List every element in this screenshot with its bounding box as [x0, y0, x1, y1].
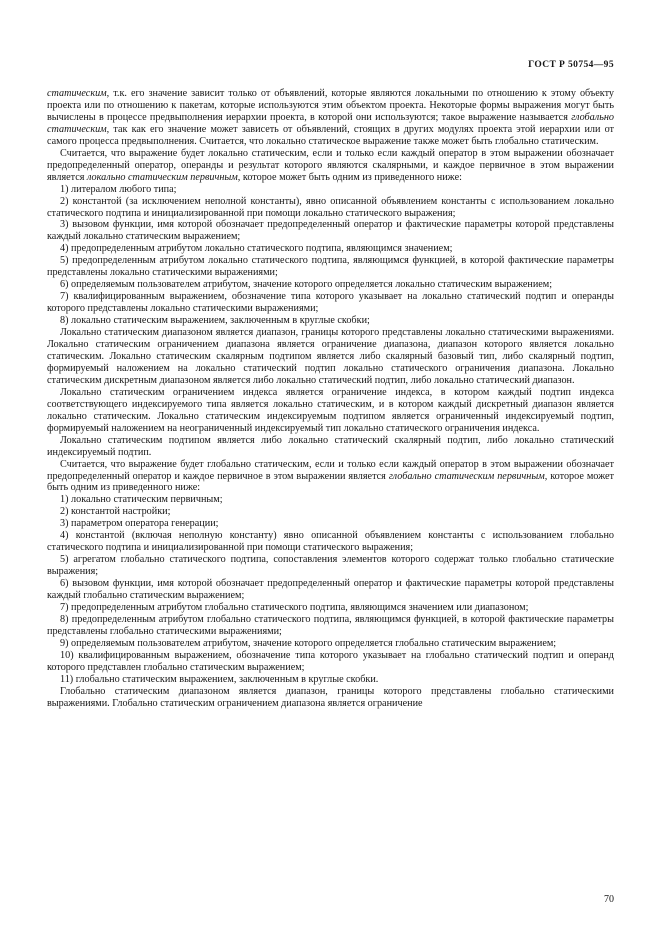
paragraph-text: так как его значение может зависеть от объявлений, стоящих в других модулях проекта этой иерархии или от самого процесса предвыполнения. Считается, что локально статическое выражение также может быть глобально статическим. [47, 123, 614, 147]
paragraph [47, 518, 614, 530]
paragraph-text: 11) глобально статическим выражением, заключенным в круглые скобки. [60, 673, 379, 685]
paragraph-text: которое может быть одним из приведенного ниже: [240, 171, 462, 183]
paragraph [47, 530, 614, 554]
body-text [47, 88, 614, 710]
paragraph-text: Считается, что выражение будет глобально статическим, если и только если каждый оператор в этом выражении обозначает предопределенный оператор и каждое первичное в этом выражении является [47, 458, 614, 482]
paragraph [47, 279, 614, 291]
paragraph-text: Локально статическим ограничением индекса является ограничение индекса, в котором каждый подтип индекса соответствующего индексируемого типа является локально статическим, и в котором каждый дискретный диапазон является локально статическим. Локально статическим индексируемым подтипом является ограниченный индексируемый подтип, формируемый наложением на неограниченный индексируемый тип локально статического ограничения индекса. [47, 386, 614, 434]
paragraph-text: 5) агрегатом глобально статического подтипа, сопоставления элементов которого содержат только глобально статические выражения; [47, 554, 614, 578]
paragraph-text: 4) предопределенным атрибутом локально статического подтипа, являющимся значением; [60, 243, 453, 255]
paragraph-text: Глобально статическим диапазоном является диапазон, границы которого представлены глобально статическими выражениями. Глобально статическим ограничением диапазона является ограничение [47, 685, 614, 709]
paragraph [47, 184, 614, 196]
paragraph [47, 686, 614, 710]
paragraph [47, 315, 614, 327]
paragraph-text: 3) параметром оператора генерации; [60, 518, 219, 530]
paragraph [47, 327, 614, 387]
paragraph [47, 554, 614, 578]
standard-header: ГОСТ Р 50754—95 [528, 60, 614, 70]
paragraph-text: 5) предопределенным атрибутом локально статического подтипа, являющимся функцией, в которой фактические параметры представлены локально статическими выражениями; [47, 255, 614, 279]
paragraph [47, 638, 614, 650]
paragraph-text: 2) константой (за исключением неполной константы), явно описанной объявлением константы с использованием локально статического подтипа и инициализированной при помощи локально статического выражения; [47, 195, 614, 219]
paragraph [47, 650, 614, 674]
paragraph [47, 578, 614, 602]
paragraph [47, 494, 614, 506]
paragraph-text: 1) литералом любого типа; [60, 183, 177, 195]
paragraph [47, 435, 614, 459]
paragraph-text: Локально статическим подтипом является либо локально статический скалярный подтип, либо локально статический индексируемый подтип. [47, 434, 614, 458]
paragraph-text: 3) вызовом функции, имя которой обозначает предопределенный оператор и фактические параметры которой представлены каждый локально статическим выражением; [47, 219, 614, 243]
paragraph [47, 506, 614, 518]
italic-term: локально статическим первичным, [86, 171, 241, 183]
paragraph [47, 459, 614, 495]
paragraph-text: Считается, что выражение будет локально статическим, если и только если каждый оператор в этом выражении обозначает предопределенный оператор, операнды и результат которого являются скалярными, и каждое первичное в этом выражении является [47, 147, 614, 183]
paragraph [47, 196, 614, 220]
paragraph-text: Локально статическим диапазоном является диапазон, границы которого представлены локально статическими выражениями. Локально статическим ограничением диапазона является ограничение диапазона, диапазон которого является локально статическим. Локально статическим скалярным подтипом является либо скалярный базовый тип, либо скалярный подтип, формируемый наложением на локально статический подтип локально статического ограничения диапазона. Локально статическим дискретным диапазоном является либо локально статический подтип, либо локально статический диапазон. [47, 327, 614, 386]
paragraph [47, 614, 614, 638]
paragraph-text: 2) константой настройки; [60, 506, 171, 518]
page-number: 70 [604, 894, 614, 905]
paragraph-text: 4) константой (включая неполную константу) явно описанной объявлением константы с использованием глобально статического подтипа и инициализированной при помощи статического выражения; [47, 530, 614, 554]
paragraph-text: 10) квалифицированным выражением, обозначение типа которого указывает на глобально статический подтип и операнд которого представлен глобально статическим выражением; [47, 649, 614, 673]
paragraph-text: 7) предопределенным атрибутом глобально статического подтипа, являющимся значением или диапазоном; [60, 601, 529, 613]
paragraph-text: 9) определяемым пользователем атрибутом, значение которого определяется глобально статическим выражением; [60, 637, 557, 649]
paragraph [47, 291, 614, 315]
paragraph [47, 243, 614, 255]
paragraph-text: 7) квалифицированным выражением, обозначение типа которого указывает на локально статический подтип и операнды которого представлены локально статическими выражениями; [47, 291, 614, 315]
paragraph-text: 1) локально статическим первичным; [60, 494, 223, 506]
paragraph-text: которое может быть одним из приведенного ниже: [47, 470, 614, 494]
paragraph [47, 387, 614, 435]
paragraph-text: 6) определяемым пользователем атрибутом, значение которого определяется локально статическим выражением; [60, 279, 553, 291]
paragraph-text: т.к. его значение зависит только от объявлений, которые являются локальными по отношению к этому объекту проекта или по отношению к пакетам, которые используются этим объектом проекта. Некоторые формы выражения могут быть вычислены в процессе предвыполнения иерархии проекта, в которой они используются; такое выражение называется [47, 88, 614, 123]
italic-term: статическим, [47, 88, 110, 99]
paragraph [47, 148, 614, 184]
paragraph-text: 8) предопределенным атрибутом глобально статического подтипа, являющимся функцией, в которой фактические параметры представлены глобально статическими выражениями; [47, 613, 614, 637]
italic-term: глобально статическим, [47, 111, 614, 135]
paragraph [47, 674, 614, 686]
paragraph-text: 6) вызовом функции, имя которой обозначает предопределенный оператор и фактические параметры которой представлены каждый глобально статическим выражением; [47, 578, 614, 602]
paragraph-text: 8) локально статическим выражением, заключенным в круглые скобки; [60, 315, 370, 327]
paragraph [47, 255, 614, 279]
paragraph [47, 88, 614, 148]
italic-term: глобально статическим первичным, [388, 470, 548, 482]
paragraph [47, 219, 614, 243]
paragraph [47, 602, 614, 614]
